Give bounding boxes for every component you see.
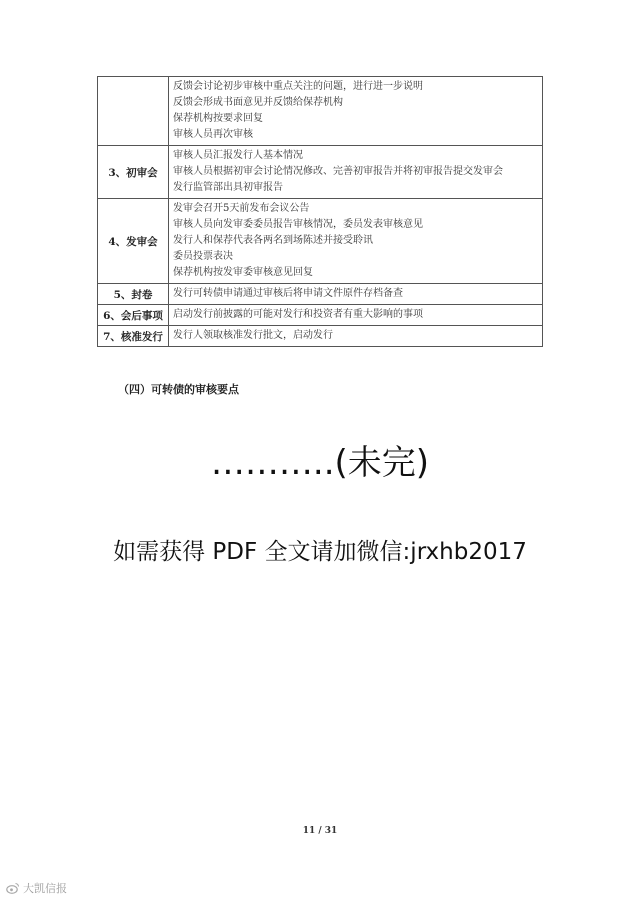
weibo-icon [6,881,20,895]
table-row [98,305,543,326]
description-cell [169,77,543,146]
description-line: 委员投票表决 [173,251,233,262]
description-line: 审核人员根据初审会讨论情况修改、完善初审报告并将初审报告提交发审会 [173,166,503,177]
stage-cell [98,77,169,146]
description-line: 发行人领取核准发行批文，启动发行 [173,330,333,341]
watermark [6,880,67,896]
description-line: 反馈会形成书面意见并反馈给保荐机构 [173,97,343,108]
description-line: 发行可转债申请通过审核后将申请文件原件存档备查 [173,288,403,299]
table-row [98,77,543,146]
stage-cell: 4、发审会 [98,199,169,284]
stage-cell: 5、封卷 [98,284,169,305]
table-row [98,146,543,199]
table-row [98,199,543,284]
description-cell [169,284,543,305]
section-subtitle: （四）可转债的审核要点 [118,383,239,396]
description-line: 保荐机构按要求回复 [173,113,263,124]
review-process-table [97,76,543,347]
table-row [98,326,543,347]
description-line: 启动发行前披露的可能对发行和投资者有重大影响的事项 [173,309,423,320]
description-line: 审核人员再次审核 [173,129,253,140]
description-cell [169,199,543,284]
description-cell [169,305,543,326]
description-line: 审核人员向发审委委员报告审核情况，委员发表审核意见 [173,219,423,230]
stage-cell: 7、核准发行 [98,326,169,347]
stage-cell: 3、初审会 [98,146,169,199]
watermark-text: 大凯信报 [23,882,67,895]
description-line: 反馈会讨论初步审核中重点关注的问题，进行进一步说明 [173,81,423,92]
table-row [98,284,543,305]
description-line: 发审会召开5天前发布会议公告 [173,203,310,214]
description-line: 发行人和保荐代表各两名到场陈述并接受聆讯 [173,235,373,246]
description-line: 审核人员汇报发行人基本情况 [173,150,303,161]
description-line: 发行监管部出具初审报告 [173,182,283,193]
page-number: 11 / 31 [302,826,338,836]
description-line: 保荐机构按发审委审核意见回复 [173,267,313,278]
wechat-cta: 如需获得 PDF 全文请加微信:jrxhb2017 [113,539,527,565]
description-cell [169,326,543,347]
unfinished-notice: ………..(未完) [210,443,430,483]
stage-cell: 6、会后事项 [98,305,169,326]
description-cell [169,146,543,199]
